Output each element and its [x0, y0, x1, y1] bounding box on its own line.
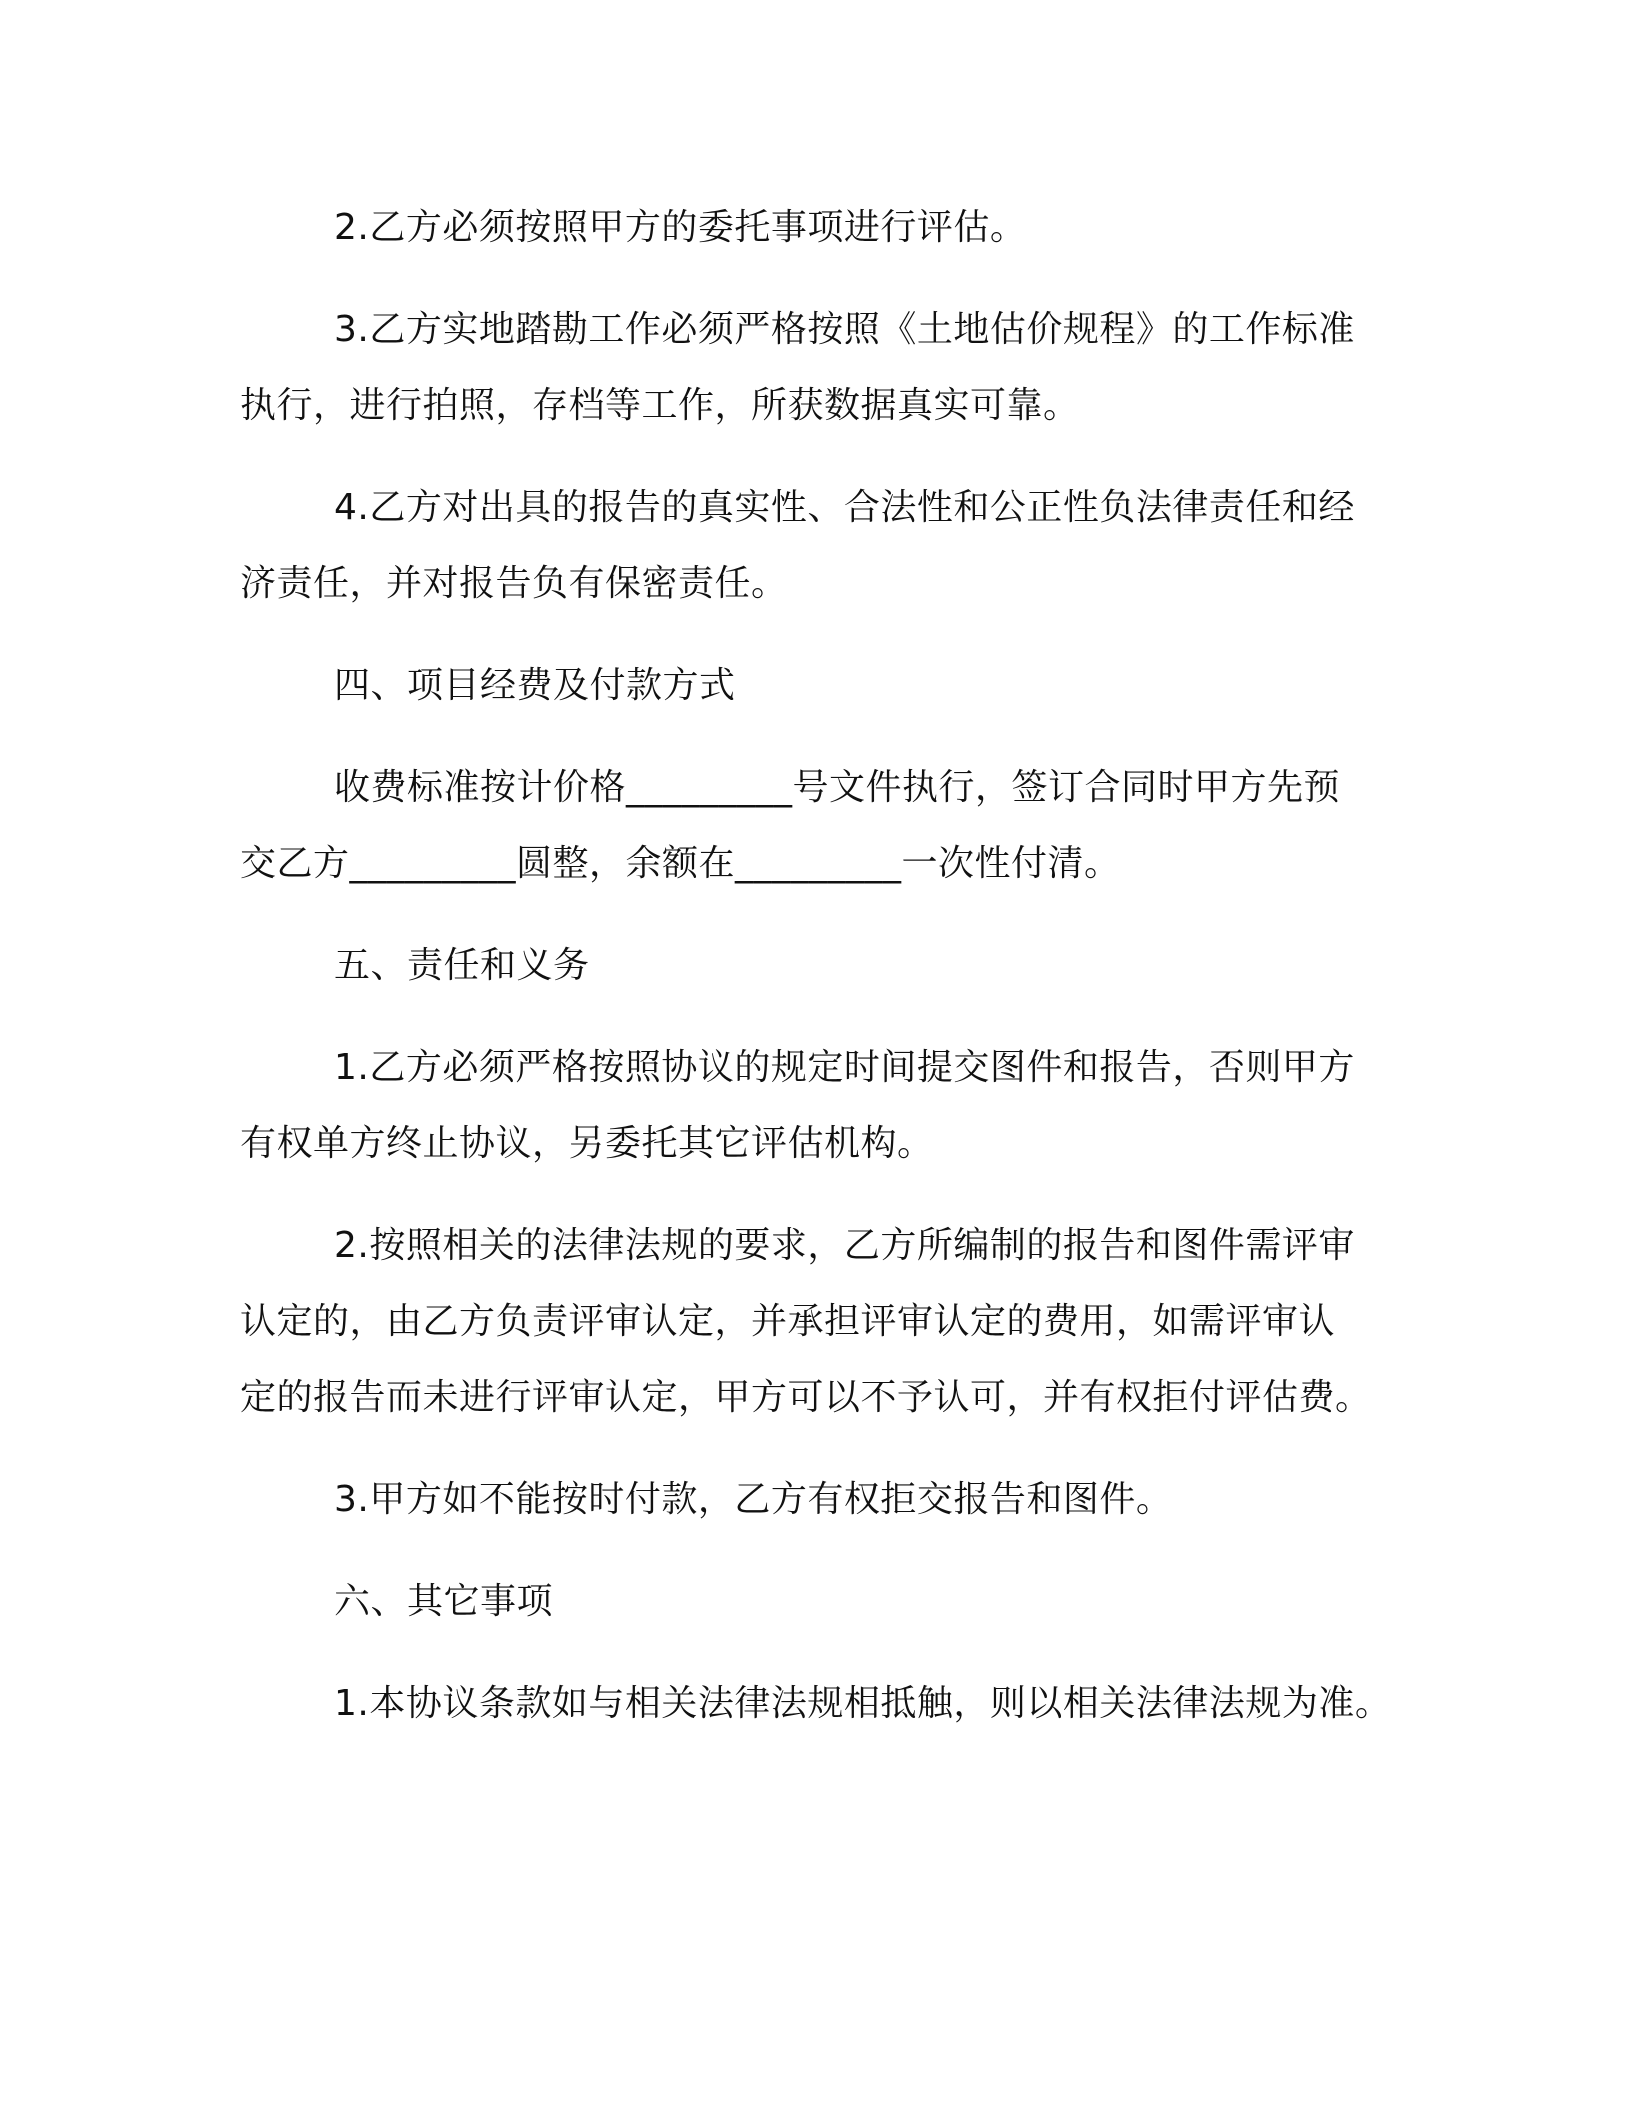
clause-b3 — [240, 292, 1400, 444]
fee-clause — [240, 750, 1400, 902]
clause-d1 — [240, 1666, 1400, 1742]
text-line: 济责任，并对报告负有保密责任。 — [240, 563, 788, 604]
clause-c2 — [240, 1208, 1400, 1436]
clause-b4 — [240, 470, 1400, 622]
text-line: 收费标准按计价格_________号文件执行，签订合同时甲方先预 — [334, 767, 1341, 808]
clause-b2 — [240, 190, 1400, 266]
text-line: 1.本协议条款如与相关法律法规相抵触，则以相关法律法规为准。 — [334, 1683, 1392, 1724]
section-heading-4 — [240, 648, 1400, 724]
heading-text: 六、其它事项 — [334, 1581, 554, 1622]
text-line: 认定的，由乙方负责评审认定，并承担评审认定的费用，如需评审认 — [240, 1301, 1336, 1342]
text-line: 定的报告而未进行评审认定，甲方可以不予认可，并有权拒付评估费。 — [240, 1377, 1372, 1418]
text-line: 4.乙方对出具的报告的真实性、合法性和公正性负法律责任和经 — [334, 487, 1355, 528]
heading-text: 四、项目经费及付款方式 — [334, 665, 736, 706]
text-line: 2.乙方必须按照甲方的委托事项进行评估。 — [334, 207, 1027, 248]
section-heading-5 — [240, 928, 1400, 1004]
clause-c3 — [240, 1462, 1400, 1538]
text-line: 1.乙方必须严格按照协议的规定时间提交图件和报告，否则甲方 — [334, 1047, 1355, 1088]
text-line: 2.按照相关的法律法规的要求，乙方所编制的报告和图件需评审 — [334, 1225, 1355, 1266]
heading-text: 五、责任和义务 — [334, 945, 590, 986]
clause-c1 — [240, 1030, 1400, 1182]
text-line: 3.乙方实地踏勘工作必须严格按照《土地估价规程》的工作标准 — [334, 309, 1355, 350]
text-line: 3.甲方如不能按时付款，乙方有权拒交报告和图件。 — [334, 1479, 1173, 1520]
text-line: 执行，进行拍照，存档等工作，所获数据真实可靠。 — [240, 385, 1080, 426]
text-line: 有权单方终止协议，另委托其它评估机构。 — [240, 1123, 934, 1164]
document-page — [240, 190, 1400, 1768]
section-heading-6 — [240, 1564, 1400, 1640]
text-line: 交乙方_________圆整，余额在_________一次性付清。 — [240, 843, 1121, 884]
